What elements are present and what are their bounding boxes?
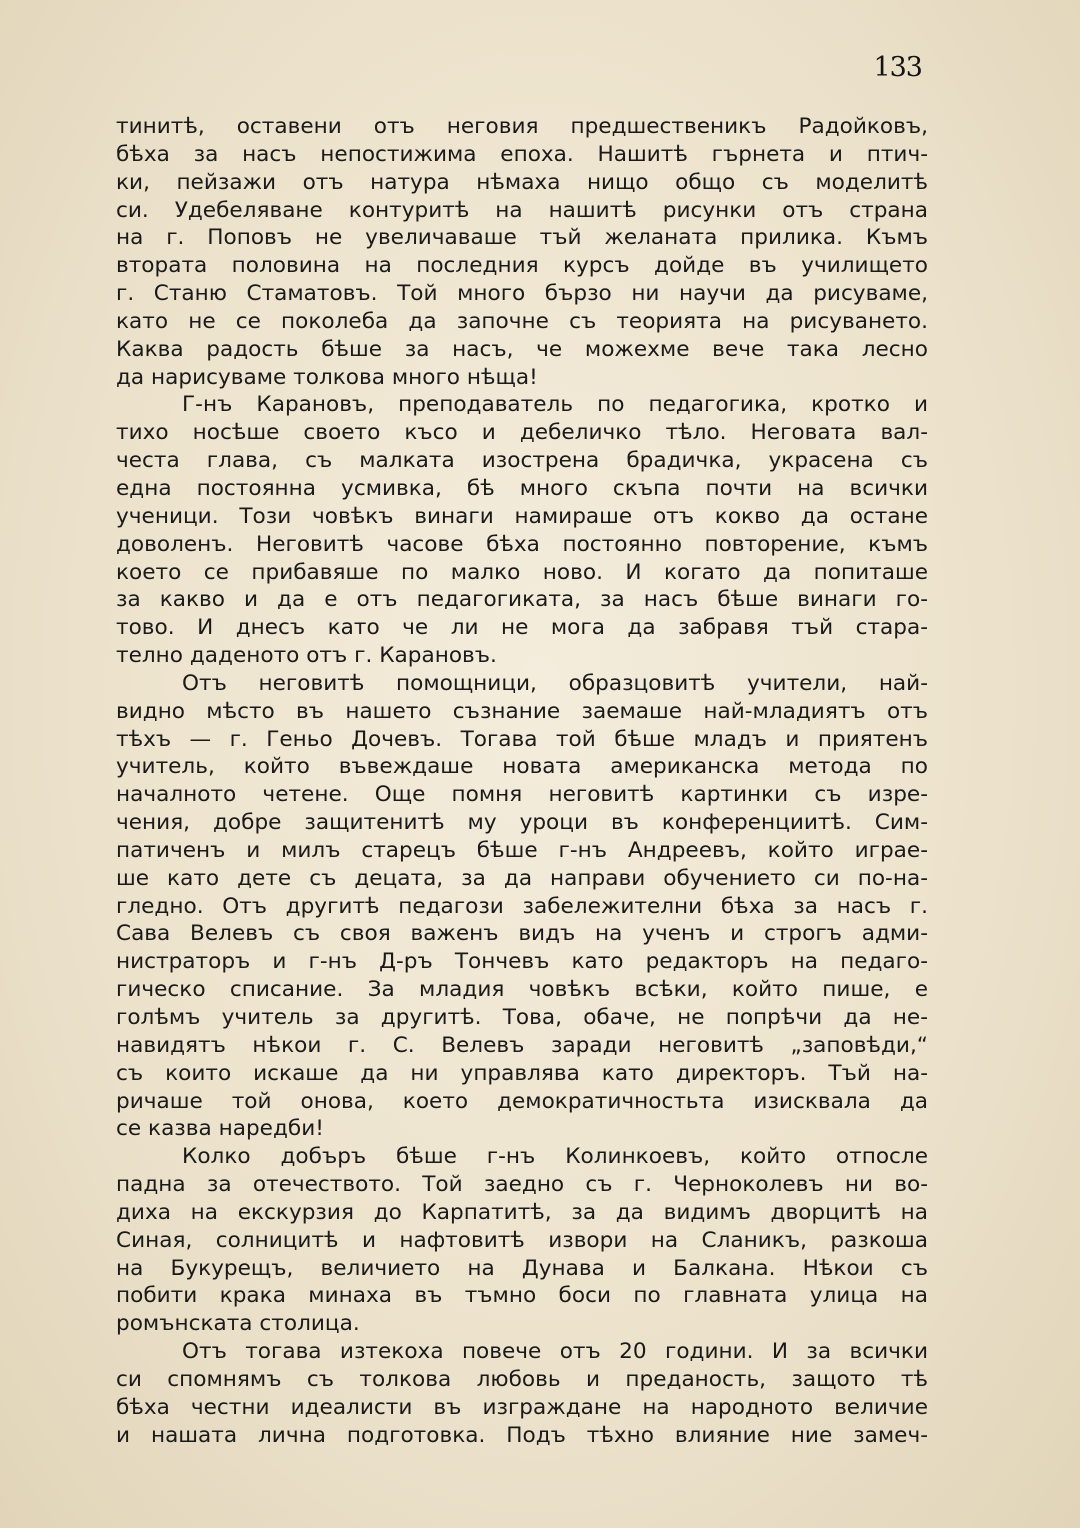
text-body: [116, 113, 928, 1450]
text-line: ученици. Този човѣкъ винаги намираше отъ кокво да остане: [116, 503, 928, 529]
text-line: си. Удебеляване контуритѣ на нашитѣ рисунки отъ страна: [116, 197, 928, 223]
text-line: Синая, солницитѣ и нафтовитѣ извори на Сланикъ, разкоша: [116, 1227, 928, 1253]
text-line: втората половина на последния курсъ дойде въ училището: [116, 253, 928, 279]
text-line: съ които искаше да ни управлява като директоръ. Тъй на-: [116, 1060, 928, 1086]
text-line: голѣмъ учитель за другитѣ. Това, обаче, не попрѣчи да не-: [116, 1005, 928, 1030]
text-line: си спомнямъ съ толкова любовь и преданость, защото тѣ: [116, 1366, 928, 1392]
text-line: ки, пейзажи отъ натура нѣмаха нищо общо съ моделитѣ: [116, 169, 928, 195]
text-line: ромънската столица.: [116, 1311, 360, 1337]
text-line: навидятъ нѣкои г. С. Велевъ заради неговитѣ „заповѣди,“: [116, 1032, 928, 1058]
text-line: гледно. Отъ другитѣ педагози забележителни бѣха за насъ г.: [116, 893, 928, 919]
page-number: 133: [873, 52, 922, 83]
text-line: видно мѣсто въ нашето съзнание заемаше най-младиятъ отъ: [116, 698, 928, 724]
text-line: тихо носѣше своето късо и дебеличко тѣло. Неговата вал-: [116, 420, 928, 446]
text-line: ричаше той онова, което демократичностьта изисквала да: [116, 1088, 928, 1114]
text-line: началното четене. Още помня неговитѣ картинки съ изре-: [116, 782, 928, 808]
text-line: падна за отечеството. Той заедно съ г. Черноколевъ ни во-: [116, 1172, 928, 1198]
text-line: Г-нъ Карановъ, преподаватель по педагогика, кротко и: [182, 392, 928, 418]
text-line: патиченъ и милъ старецъ бѣше г-нъ Андреевъ, който играе-: [116, 837, 928, 863]
text-line: г. Станю Стаматовъ. Той много бързо ни научи да рисуваме,: [116, 281, 928, 307]
text-line: бѣха за насъ непостижима епоха. Нашитѣ гърнета и птич-: [116, 141, 928, 167]
text-line: на Букурещъ, величието на Дунава и Балкана. Нѣкои съ: [116, 1255, 928, 1281]
text-line: на г. Поповъ не увеличаваше тъй желаната прилика. Къмъ: [116, 225, 928, 251]
text-line: гическо списание. За младия човѣкъ всѣки, който пише, е: [116, 977, 928, 1003]
text-line: доволенъ. Неговитѣ часове бѣха постоянно повторение, къмъ: [116, 531, 928, 557]
text-line: и нашата лична подготовка. Подъ тѣхно влияние ние замеч-: [116, 1422, 928, 1448]
text-line: като не се поколеба да започне съ теорията на рисуването.: [116, 308, 928, 334]
text-line: Колко добъръ бѣше г-нъ Колинкоевъ, който отпосле: [182, 1144, 928, 1170]
text-line: тѣхъ — г. Геньо Дочевъ. Тогава той бѣше младъ и приятенъ: [116, 726, 928, 752]
text-line: честа глава, съ малката изострена брадичка, украсена съ: [116, 448, 928, 474]
text-line: Сава Велевъ съ своя важенъ видъ на ученъ и строгъ адми-: [116, 921, 928, 947]
text-line: Отъ тогава изтекоха повече отъ 20 години. И за всички: [182, 1339, 928, 1365]
text-line: учитель, който въвеждаше новата американска метода по: [116, 754, 928, 780]
text-line: да нарисуваме толкова много нѣща!: [116, 364, 538, 390]
text-line: нистраторъ и г-нъ Д-ръ Тончевъ като редакторъ на педаго-: [116, 949, 928, 975]
text-line: се казва наредби!: [116, 1116, 324, 1142]
text-line: диха на екскурзия до Карпатитѣ, за да видимъ дворцитѣ на: [116, 1199, 928, 1225]
text-line: което се прибавяше по малко ново. И когато да попиташе: [116, 559, 928, 585]
text-line: чения, добре защитенитѣ му уроци въ конференциитѣ. Сим-: [116, 810, 928, 836]
text-line: телно даденото отъ г. Карановъ.: [116, 643, 497, 669]
text-line: Отъ неговитѣ помощници, образцовитѣ учители, най-: [182, 670, 928, 696]
text-line: побити крака минаха въ тъмно боси по главната улица на: [116, 1283, 928, 1309]
text-line: една постоянна усмивка, бѣ много скъпа почти на всички: [116, 475, 928, 501]
text-line: бѣха честни идеалисти въ изграждане на народното величие: [116, 1394, 928, 1420]
text-line: тово. И днесъ като че ли не мога да забравя тъй стара-: [116, 615, 928, 641]
text-line: Каква радость бѣше за насъ, че можехме вече така лесно: [116, 336, 928, 362]
text-line: за какво и да е отъ педагогиката, за насъ бѣше винаги го-: [116, 587, 928, 613]
text-line: тинитѣ, оставени отъ неговия предшественикъ Радойковъ,: [116, 114, 928, 139]
text-line: ше като дете съ децата, за да направи обучението си по-на-: [116, 865, 928, 891]
